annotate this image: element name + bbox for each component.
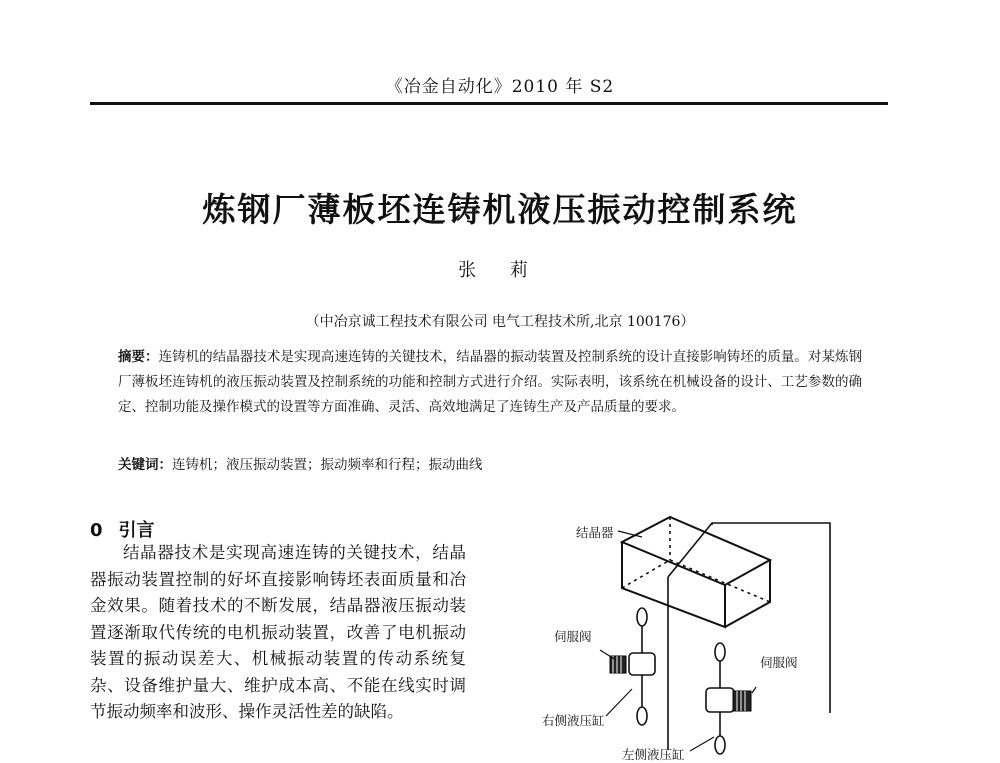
label-cyl-left: 左侧液压缸 — [622, 747, 685, 762]
left-cylinder — [706, 643, 734, 754]
journal-header: 《冶金自动化》2010 年 S2 — [385, 77, 615, 97]
label-servo-left: 伺服阀 — [554, 629, 592, 644]
label-mold: 结晶器 — [576, 525, 614, 540]
section-heading — [90, 516, 155, 542]
servo-right-leader — [752, 687, 756, 693]
servo-left-leader — [600, 650, 616, 660]
section-number: 0 — [90, 520, 103, 541]
keywords-text: 连铸机；液压振动装置；振动频率和行程；振动曲线 — [172, 457, 483, 473]
servo-valve-left — [610, 656, 626, 673]
servo-valve-right — [733, 691, 751, 711]
intro-paragraph: 结晶器技术是实现高速连铸的关键技术，结晶器振动装置控制的好坏直接影响铸坯表面质量和冶金效果。随着技术的不断发展，结晶器液压振动装置逐渐取代传统的电机振动装置，改善了电机振动装置的振动误差大、机械振动装置的传动系统复杂、设备维护量大、维护成本高、不能在线实时调节振动频率和波形、操作灵活性差的缺陷。 — [90, 543, 466, 721]
author: 张 莉 — [458, 260, 542, 281]
cyl-left-leader — [690, 737, 714, 751]
paper-title: 炼钢厂薄板坯连铸机液压振动控制系统 — [202, 190, 798, 229]
abstract — [118, 345, 862, 420]
keywords-label: 关键词： — [118, 457, 172, 473]
header-rule — [90, 102, 888, 105]
label-cyl-right: 右侧液压缸 — [542, 713, 605, 728]
right-cylinder — [629, 608, 655, 725]
affiliation: （中冶京诚工程技术有限公司 电气工程技术所,北京 100176） — [305, 314, 695, 330]
keywords — [118, 453, 862, 478]
abstract-label: 摘要： — [118, 349, 159, 365]
abstract-text: 连铸机的结晶器技术是实现高速连铸的关键技术，结晶器的振动装置及控制系统的设计直接影响铸坯的质量。对某炼钢厂薄板坯连铸机的液压振动装置及控制系统的功能和控制方式进行介绍。实际表明，该系统在机械设备的设计、工艺参数的确定、控制功能及操作模式的设置等方面准确、灵活、高效地满足了连铸生产及产品质量的要求。 — [118, 349, 863, 415]
label-servo-right: 伺服阀 — [760, 655, 798, 670]
hydraulic-oscillator-figure — [530, 505, 860, 760]
section-title: 引言 — [118, 520, 155, 541]
cyl-right-leader — [606, 689, 632, 716]
